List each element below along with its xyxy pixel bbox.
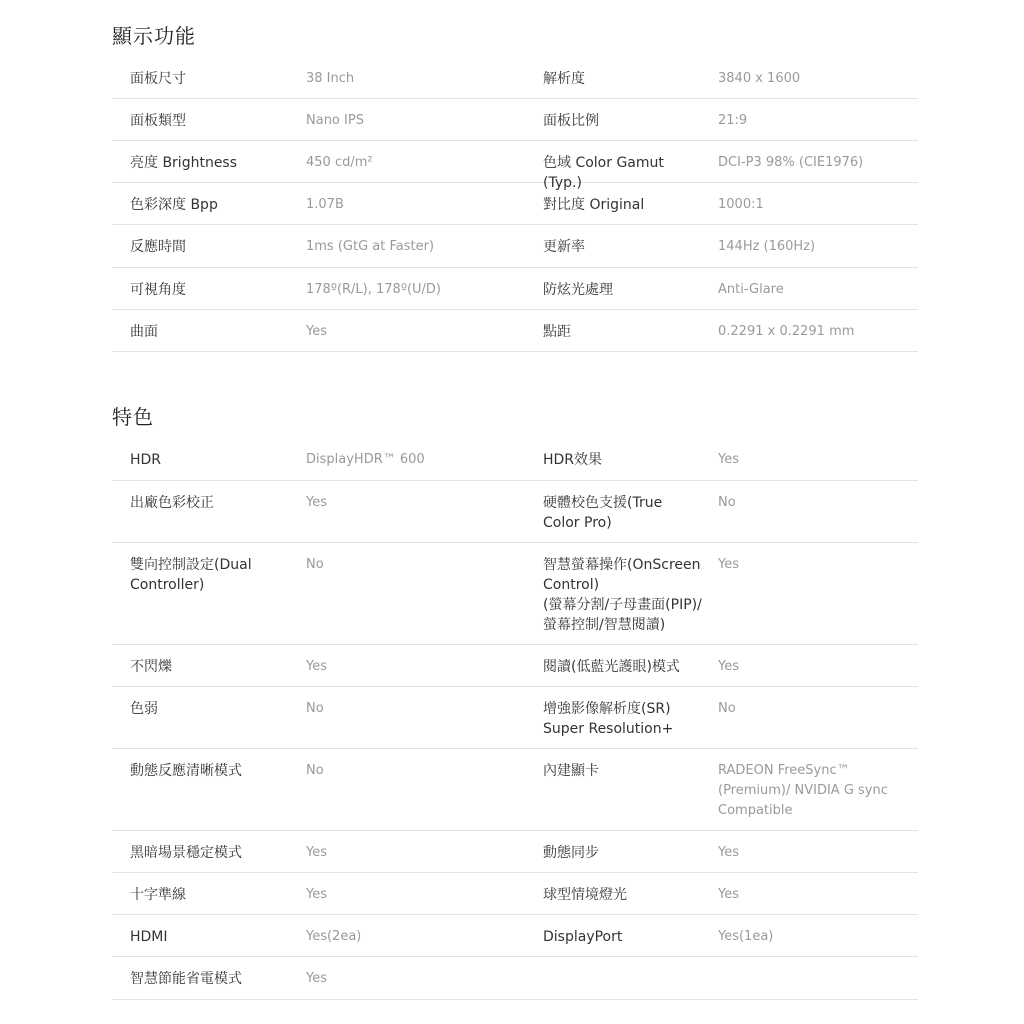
spec-value: Yes(2ea) bbox=[306, 929, 362, 944]
spec-row bbox=[112, 183, 918, 225]
spec-value: 1000:1 bbox=[718, 197, 764, 212]
spec-row bbox=[112, 915, 918, 957]
spec-label: 動態同步 bbox=[543, 845, 599, 861]
spec-row bbox=[112, 873, 918, 915]
spec-value: 1.07B bbox=[306, 197, 344, 212]
spec-label: 防炫光處理 bbox=[543, 282, 613, 298]
spec-label: 更新率 bbox=[543, 239, 585, 255]
spec-label: HDMI bbox=[130, 929, 168, 945]
spec-row bbox=[112, 225, 918, 268]
spec-value: Yes bbox=[306, 495, 327, 510]
spec-value: Yes bbox=[306, 324, 327, 339]
spec-row bbox=[112, 310, 918, 352]
spec-row bbox=[112, 831, 918, 873]
spec-value: 144Hz (160Hz) bbox=[718, 239, 816, 254]
spec-label: 色彩深度 Bpp bbox=[130, 197, 218, 213]
spec-label: 曲面 bbox=[130, 324, 158, 340]
spec-value: Yes bbox=[306, 971, 327, 986]
spec-row bbox=[112, 645, 918, 687]
spec-label: 面板類型 bbox=[130, 113, 186, 129]
spec-value: 1ms (GtG at Faster) bbox=[306, 239, 435, 254]
spec-label: 智慧節能省電模式 bbox=[130, 971, 242, 987]
spec-label: 解析度 bbox=[543, 71, 585, 87]
spec-value: No bbox=[306, 763, 324, 778]
spec-label: 閱讀(低藍光護眼)模式 bbox=[543, 659, 680, 675]
spec-value: Yes bbox=[718, 452, 739, 467]
spec-value: Yes bbox=[718, 659, 739, 674]
spec-row bbox=[112, 687, 918, 749]
spec-value: 0.2291 x 0.2291 mm bbox=[718, 324, 855, 339]
spec-label: 面板尺寸 bbox=[130, 71, 186, 87]
spec-value: No bbox=[306, 701, 324, 716]
spec-label: 球型情境燈光 bbox=[543, 887, 627, 903]
spec-value: 450 cd/m² bbox=[306, 155, 373, 170]
display-section-title: 顯示功能 bbox=[112, 24, 196, 48]
spec-label: 反應時間 bbox=[130, 239, 186, 255]
display-spec-table bbox=[112, 57, 918, 352]
spec-label: 十字準線 bbox=[130, 887, 186, 903]
spec-value: Yes bbox=[306, 845, 327, 860]
spec-value: No bbox=[306, 557, 324, 572]
spec-label bbox=[526, 957, 702, 999]
spec-label: 黑暗場景穩定模式 bbox=[130, 845, 242, 861]
spec-label: HDR bbox=[130, 452, 162, 468]
spec-value: Yes bbox=[718, 845, 739, 860]
spec-value: Nano IPS bbox=[306, 113, 364, 128]
spec-value: Yes bbox=[718, 557, 739, 572]
spec-label: DisplayPort bbox=[543, 929, 623, 945]
spec-value bbox=[702, 957, 918, 999]
spec-value: No bbox=[718, 701, 736, 716]
spec-row bbox=[112, 268, 918, 310]
features-spec-table bbox=[112, 438, 918, 1000]
spec-row bbox=[112, 481, 918, 543]
spec-label: 雙向控制設定(Dual Controller) bbox=[130, 557, 252, 593]
spec-value: No bbox=[718, 495, 736, 510]
spec-value: Yes bbox=[306, 659, 327, 674]
spec-row bbox=[112, 543, 918, 645]
spec-label: 色弱 bbox=[130, 701, 158, 717]
spec-label: 智慧螢幕操作(OnScreen Control) (螢幕分割/子母畫面(PIP)/螢幕控制/智慧閱讀) bbox=[543, 557, 702, 633]
spec-label: 不閃爍 bbox=[130, 659, 172, 675]
spec-row bbox=[112, 99, 918, 141]
spec-value: Yes bbox=[306, 887, 327, 902]
spec-label: 點距 bbox=[543, 324, 571, 340]
spec-label: 出廠色彩校正 bbox=[130, 495, 214, 511]
spec-value: 3840 x 1600 bbox=[718, 71, 801, 86]
spec-label: 對比度 Original bbox=[543, 197, 645, 213]
spec-label: 增強影像解析度(SR) Super Resolution+ bbox=[543, 701, 674, 737]
spec-row bbox=[112, 957, 918, 1000]
spec-value: DisplayHDR™ 600 bbox=[306, 452, 425, 467]
spec-value: Yes(1ea) bbox=[718, 929, 774, 944]
spec-label: 動態反應清晰模式 bbox=[130, 763, 242, 779]
spec-value: Anti-Glare bbox=[718, 282, 784, 297]
spec-label: 亮度 Brightness bbox=[130, 155, 238, 171]
spec-label: 面板比例 bbox=[543, 113, 599, 129]
spec-label: 色域 Color Gamut (Typ.) bbox=[543, 155, 664, 191]
spec-row bbox=[112, 57, 918, 99]
spec-label: 硬體校色支援(True Color Pro) bbox=[543, 495, 663, 531]
spec-row bbox=[112, 438, 918, 481]
spec-row bbox=[112, 749, 918, 831]
spec-value: 38 Inch bbox=[306, 71, 355, 86]
spec-value: RADEON FreeSync™ (Premium)/ NVIDIA G sync Compatible bbox=[718, 763, 888, 818]
spec-label: 內建顯卡 bbox=[543, 763, 599, 779]
spec-label: HDR效果 bbox=[543, 452, 603, 468]
features-section-title: 特色 bbox=[112, 405, 154, 429]
spec-row bbox=[112, 141, 918, 191]
spec-value: 21:9 bbox=[718, 113, 748, 128]
spec-value: DCI-P3 98% (CIE1976) bbox=[718, 155, 864, 170]
spec-value: Yes bbox=[718, 887, 739, 902]
spec-value: 178º(R/L), 178º(U/D) bbox=[306, 282, 441, 297]
spec-label: 可視角度 bbox=[130, 282, 186, 298]
